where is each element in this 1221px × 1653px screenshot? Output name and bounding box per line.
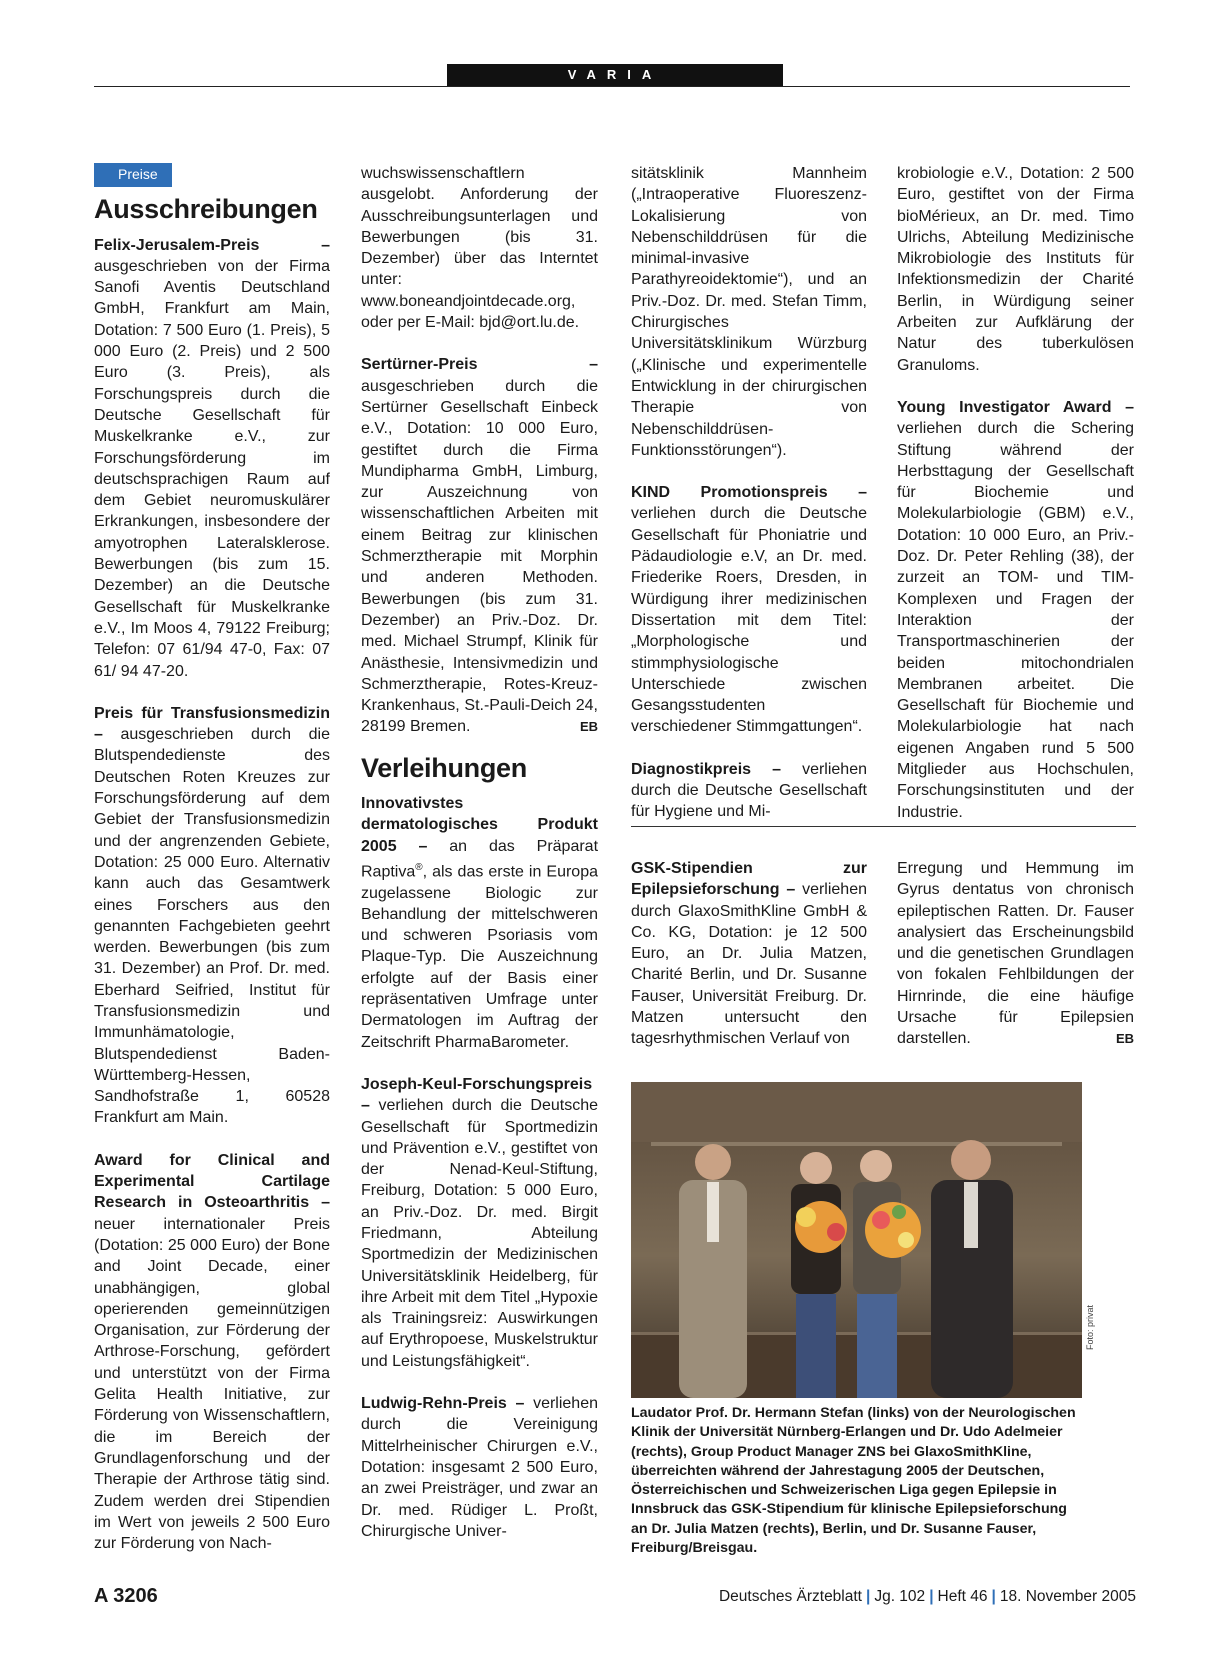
paragraph-transfusionsmedizin: Preis für Transfusionsmedizin – ausgeschrieben durch die Blutspendedienste des Deutschen Roten Kreuzes zur Forschungsförderung auf dem Gebiet der Transfusionsmedizin und der angrenzenden Gebiete, Dotation: 25 000 Euro. Alternativ kann auch das Gesamtwerk eines Forschers aus den genannten Fachgebieten geehrt werden. Bewerbungen (bis zum 31. Dezember) an Prof. Dr. med. Eberhard Seifried, Institut für Transfusionsmedizin und Immunhämatologie, Blutspendedienst Baden-Württemberg-Hessen, Sandhofstraße 1, 60528 Frankfurt am Main. (94, 704, 330, 1127)
column-6 (897, 858, 1134, 1050)
paragraph-cartilage-award: Award for Clinical and Experimental Cartilage Research in Osteoarthritis – neuer internationaler Preis (Dotation: 25 000 Euro) der Bone and Joint Decade, einer unabhängigen, global operierenden gemeinnützigen Organisation, zur Förderung der Arthrose-Forschung, gefördert und unterstützt von der Firma Gelita Health Initiative, zur Förderung von Wissenschaftlern, die im Bereich der Grundlagenforschung und der Therapie der Arthrose tätig sind. Zudem werden drei Stipendien im Wert von jeweils 2 500 Euro zur Förderung von Nach- (94, 1151, 330, 1553)
author-initials: EB (1115, 1031, 1134, 1047)
column-1 (94, 163, 330, 1554)
paragraph-sertuerner: Sertürner-Preis – ausgeschrieben durch die Sertürner Gesellschaft Einbeck e.V., Dotation: 10 000 Euro, gestiftet durch die Firma Mundipharma GmbH, Limburg, zur Auszeichnung von wissenschaftlichen Arbeiten mit einem Beitrag zur klinischen Schmerztherapie mit Morphin und anderen Methoden. Bewerbungen (bis zum 31. Dezember) an Priv.-Doz. Dr. med. Michael Strumpf, Klinik für Anästhesie, Intensivmedizin und Schmerztherapie, Rotes-Kreuz-Krankenhaus, St.-Pauli-Deich 24, 28199 Bremen. EB (361, 354, 598, 737)
paragraph-continuation: Erregung und Hemmung im Gyrus dentatus von chronisch epileptischen Ratten. Dr. Fauser analysiert das Erscheinungsbild und die genetischen Grundlagen von fokalen Fehlbildungen der Hirnrinde, die eine häufige Ursache für Epilepsien darstellen. EB (897, 858, 1134, 1050)
paragraph-continuation: sitätsklinik Mannheim („Intraoperative Fluoreszenz-Lokalisierung von Nebenschilddrüsen für die minimal-invasive Parathyreoidektomie“), und an Priv.-Doz. Dr. med. Stefan Timm, Chirurgisches Universitätsklinikum Würzburg („Klinische und experimentelle Entwicklung in der chirurgischen Therapie von Nebenschilddrüsen-Funktionsstörungen“). (631, 165, 867, 459)
award-photo (631, 1082, 1082, 1398)
paragraph-continuation: krobiologie e.V., Dotation: 2 500 Euro, gestiftet von der Firma bioMérieux, an Dr. med. Timo Ulrichs, Abteilung Medizinische Mikrobiologie des Instituts für Infektionsmedizin der Charité Berlin, in Würdigung seiner Arbeiten zur Aufklärung der Natur des tuberkulösen Granuloms. (897, 165, 1134, 374)
section-divider (631, 826, 1136, 827)
column-5 (631, 858, 867, 1050)
heading-ausschreibungen: Ausschreibungen (94, 194, 318, 225)
paragraph-kind-promotionspreis: KIND Promotionspreis – verliehen durch die Deutsche Gesellschaft für Phoniatrie und Pädaudiologie e.V, an Dr. med. Friederike Roers, Dresden, in Würdigung ihrer medizinischen Dissertation mit dem Titel: „Morphologische und stimmphysiologische Unterschiede zwischen Gesangsstudenten verschiedener Stimmgattungen“. (631, 484, 867, 736)
journal-name: Deutsches Ärzteblatt (718, 1588, 862, 1605)
author-initials: EB (579, 719, 598, 735)
paragraph-joseph-keul: Joseph-Keul-Forschungspreis – verliehen durch die Deutsche Gesellschaft für Sportmedizin und Prävention e.V., gestiftet von der Nenad-Keul-Stiftung, Freiburg, Dotation: 5 000 Euro, an Priv.-Doz. Dr. med. Birgit Friedmann, Abteilung Sportmedizin der Medizinischen Universitätsklinik Heidelberg, für ihre Arbeit mit dem Titel „Hypoxie als Trainingsreiz: Auswirkungen auf Erythropoese, Muskelstruktur und Leistungsfähigkeit“. (361, 1075, 598, 1370)
photo-credit: Foto: privat (1085, 1304, 1095, 1350)
paragraph-felix-jerusalem: Felix-Jerusalem-Preis – ausgeschrieben von der Firma Sanofi Aventis Deutschland GmbH, Frankfurt am Main, Dotation: 7 500 Euro (1. Preis), 5 000 Euro (2. Preis) und 2 500 Euro (3. Preis), als Forschungspreis durch die Deutsche Gesellschaft für Muskelkranke e.V., zur Forschungsförderung im deutschsprachigen Raum auf dem Gebiet neuromuskulärer Erkrankungen, insbesondere der amyotrophen Lateralsklerose. Bewerbungen (bis zum 15. Dezember) an die Deutsche Gesellschaft für Muskelkranke e.V., Im Moos 4, 79122 Freiburg; Telefon: 07 61/94 47-0, Fax: 07 61/ 94 47-20. (94, 236, 330, 680)
journal-footer: Deutsches Ärzteblatt | Jg. 102 | Heft 46 | 18. November 2005 (718, 1588, 1136, 1605)
column-3 (631, 163, 867, 823)
category-tag: Preise (94, 163, 172, 187)
paragraph-dermatologisch: Innovativstes dermatologisches Produkt 2005 – an das Präparat Raptiva®, als das erste in Europa zugelassene Biologic zur Behandlung der mittelschweren und schweren Psoriasis vom Plaque-Typ. Die Auszeichnung erfolgte auf der Basis einer repräsentativen Umfrage unter Dermatologen im Auftrag der Zeitschrift PharmaBarometer. (361, 795, 599, 1051)
journal-date: 18. November 2005 (999, 1588, 1136, 1605)
photo-caption: Laudator Prof. Dr. Hermann Stefan (links) von der Neurologischen Klinik der Universität Nürnberg-Erlangen und Dr. Udo Adelmeier (rechts), Group Product Manager ZNS bei GlaxoSmithKline, überreichten während der Jahrestagung 2005 der Deutschen, Österreichischen und Schweizerischen Liga gegen Epilepsie in Innsbruck das GSK-Stipendium für klinische Epilepsieforschung an Dr. Julia Matzen (rechts), Berlin, und Dr. Susanne Fauser, Freiburg/Breisgau. (631, 1405, 1076, 1557)
column-4 (897, 163, 1134, 823)
paragraph-ludwig-rehn: Ludwig-Rehn-Preis – verliehen durch die Vereinigung Mittelrheinischer Chirurgen e.V., Dotation: insgesamt 2 500 Euro, an zwei Preisträger, und zwar an Dr. med. Rüdiger L. Proßt, Chirurgische Univer- (361, 1395, 598, 1540)
journal-volume: Jg. 102 (874, 1588, 926, 1605)
paragraph-continuation: wuchswissenschaftlern ausgelobt. Anforderung der Ausschreibungsunterlagen und Bewerbungen (bis 31. Dezember) über das Interntet unter: www.boneandjointdecade.org, oder per E-Mail: bjd@ort.lu.de. (361, 165, 598, 332)
header-rule (94, 86, 1130, 87)
journal-issue: Heft 46 (937, 1588, 988, 1605)
paragraph-young-investigator: Young Investigator Award – verliehen durch die Schering Stiftung während der Herbsttagung der Gesellschaft für Biochemie und Molekularbiologie (GBM) e.V., Dotation: 10 000 Euro, an Priv.-Doz. Dr. Peter Rehling (38), der zurzeit an TOM- und TIM-Komplexen und Fragen der Interaktion der Transportmaschinerien der beiden mitochondrialen Membranen arbeitet. Die Gesellschaft für Biochemie und Molekularbiologie hat nach eigenen Angaben rund 5 500 Mitglieder aus Hochschulen, Forschungsinstituten und der Industrie. (897, 398, 1134, 821)
paragraph-gsk-stipendien: GSK-Stipendien zur Epilepsieforschung – verliehen durch GlaxoSmithKline GmbH & Co. KG, Dotation: je 12 500 Euro, an Dr. Julia Matzen, Charité Berlin, und Dr. Susanne Fauser, Universität Freiburg. Dr. Matzen untersucht den tagesrhythmischen Verlauf von (631, 860, 867, 1048)
page-number: A 3206 (94, 1585, 158, 1607)
heading-verleihungen: Verleihungen (361, 752, 527, 783)
paragraph-diagnostikpreis: Diagnostikpreis – verliehen durch die Deutsche Gesellschaft für Hygiene und Mi- (631, 760, 867, 821)
section-label: VARIA (447, 64, 783, 86)
column-2 (361, 163, 598, 1542)
